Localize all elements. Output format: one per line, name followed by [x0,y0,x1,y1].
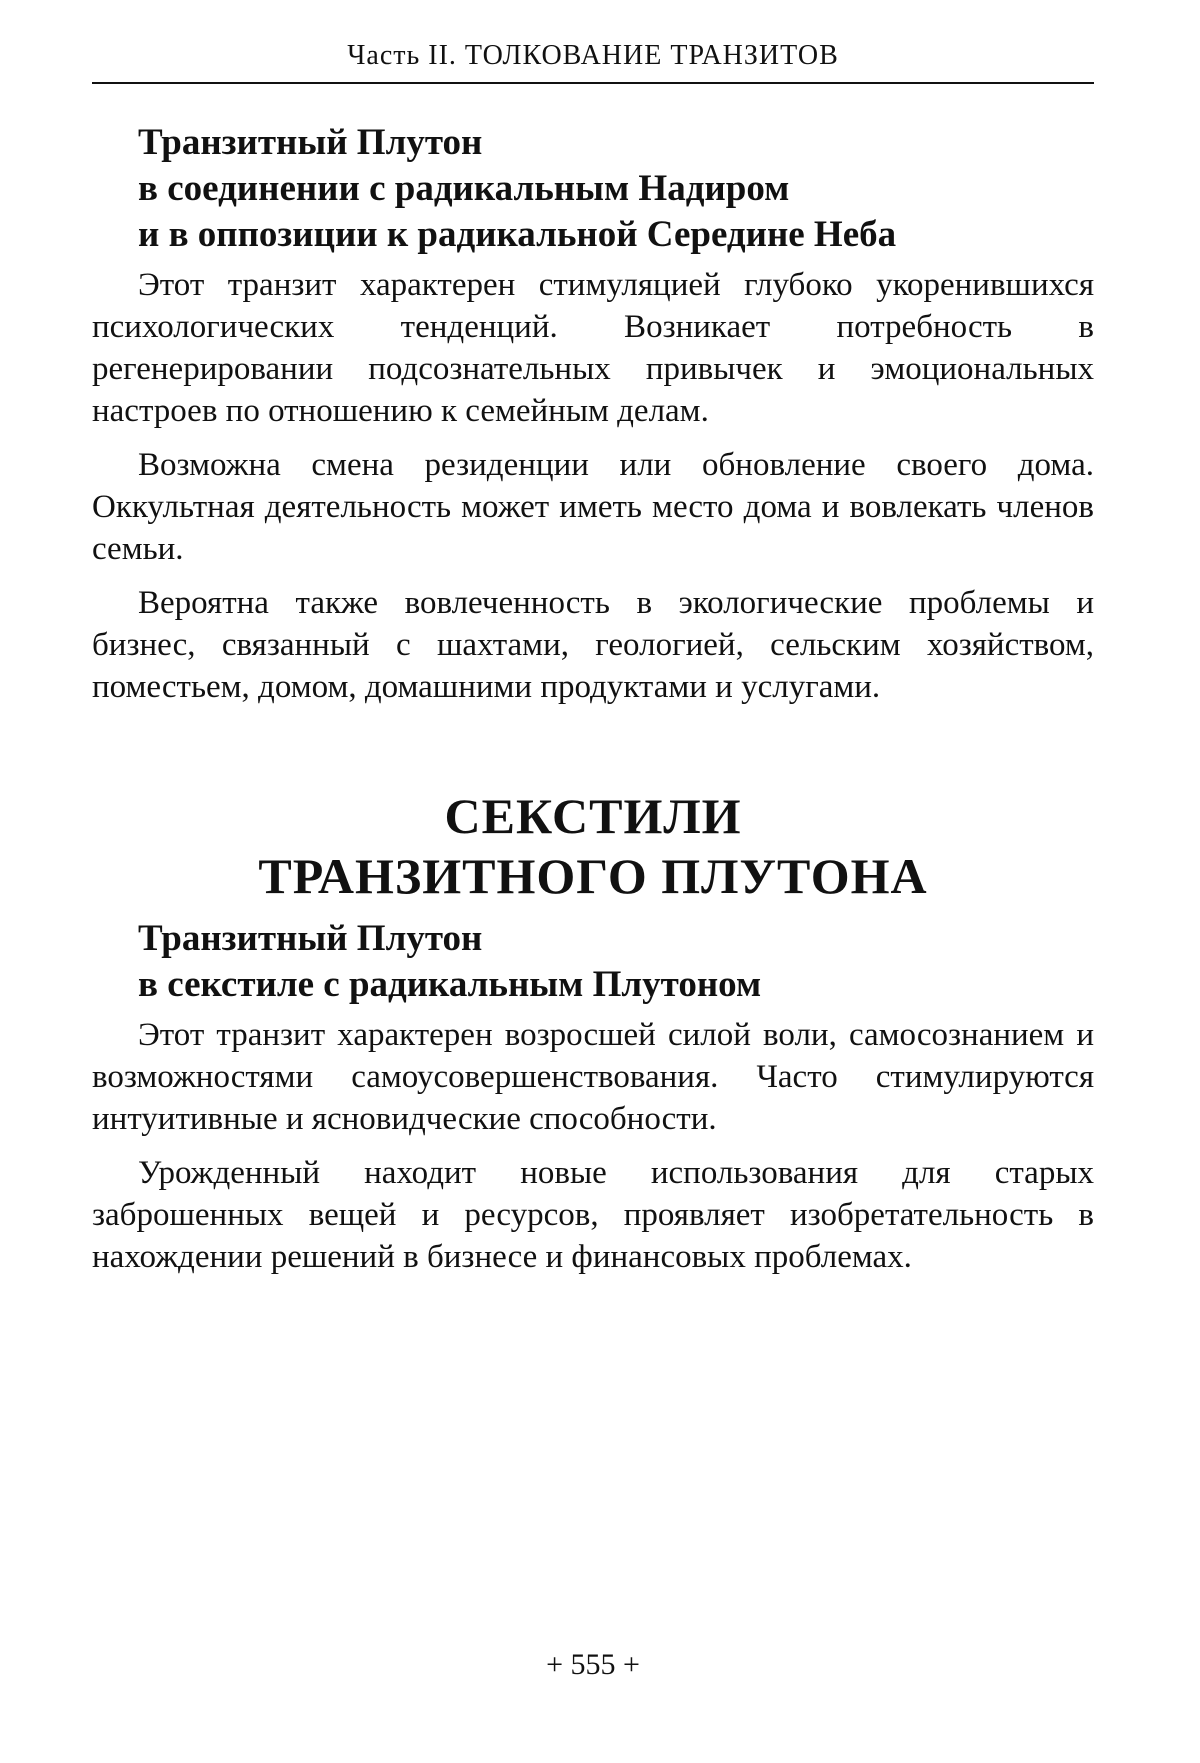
heading-line: Транзитный Плутон [138,122,483,163]
heading-line: Транзитный Плутон [138,918,483,959]
body-paragraph: Вероятна также вовлеченность в экологические проблемы и бизнес, связанный с шахтами, геологией, сельским хозяйством, поместьем, домом, домашними продуктами и услугами. [92,585,1094,705]
section-title-line: СЕКСТИЛИ [444,788,742,844]
heading-line: и в оппозиции к радикальной Середине Неба [138,214,897,255]
section-title-line: ТРАНЗИТНОГО ПЛУТОНА [258,848,928,904]
header-rule [92,82,1094,84]
subsection-heading-conjunction-nadir [138,120,1094,258]
heading-line: в соединении с радикальным Надиром [138,168,790,209]
body-paragraph: Возможна смена резиденции или обновление своего дома. Оккультная деятельность может иметь место дома и вовлекать членов семьи. [92,447,1094,567]
body-paragraph: Этот транзит характерен стимуляцией глубоко укоренившихся психологических тенденций. Возникает потребность в регенерировании подсознательных привычек и эмоциональных настроев по отношению к семейным делам. [92,267,1094,429]
running-head: Часть II. ТОЛКОВАНИЕ ТРАНЗИТОВ [347,40,839,71]
section-title [92,786,1094,906]
page-number: + 555 + [546,1648,640,1681]
subsection-heading-sextile-pluto [138,916,1094,1008]
body-paragraph: Этот транзит характерен возросшей силой воли, самосознанием и возможностями самоусовершенствования. Часто стимулируются интуитивные и ясновидческие способности. [92,1017,1094,1137]
heading-line: в секстиле с радикальным Плутоном [138,964,762,1005]
page-body [92,120,1094,1278]
body-paragraph: Урожденный находит новые использования для старых заброшенных вещей и ресурсов, проявляет изобретательность в нахождении решений в бизнесе и финансовых проблемах. [92,1155,1094,1275]
